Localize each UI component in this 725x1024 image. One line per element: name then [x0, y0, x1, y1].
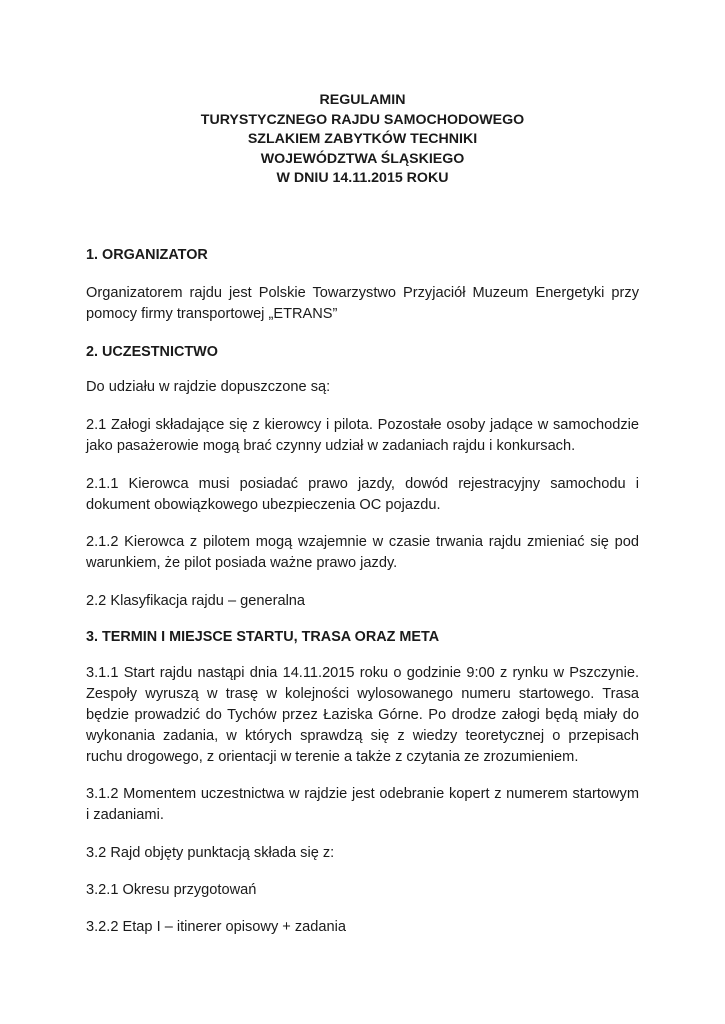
paragraph-intro: Do udziału w rajdzie dopuszczone są: — [86, 379, 331, 395]
paragraph-2-1-2: 2.1.2 Kierowca z pilotem mogą wzajemnie w czasie trwania rajdu zmieniać się pod warunkiem, że pilot posiada ważne prawo jazdy. — [86, 534, 639, 571]
paragraph-2-2: 2.2 Klasyfikacja rajdu – generalna — [86, 593, 306, 609]
title-line-1: REGULAMIN — [319, 92, 406, 108]
paragraph-2-1-1: 2.1.1 Kierowca musi posiadać prawo jazdy, dowód rejestracyjny samochodu i dokument obowiązkowego ubezpieczenia OC pojazdu. — [86, 476, 639, 513]
paragraph-organizator: Organizatorem rajdu jest Polskie Towarzystwo Przyjaciół Muzeum Energetyki przy pomocy firmy transportowej „ETRANS” — [86, 285, 639, 322]
title-line-3: SZLAKIEM ZABYTKÓW TECHNIKI — [247, 131, 478, 147]
paragraph-3-2-2: 3.2.2 Etap I – itinerer opisowy + zadania — [86, 919, 347, 935]
paragraph-2-1: 2.1 Załogi składające się z kierowcy i pilota. Pozostałe osoby jadące w samochodzie jako pasażerowie mogą brać czynny udział w zadaniach rajdu i konkursach. — [86, 417, 639, 454]
section-heading-organizator: 1. ORGANIZATOR — [86, 247, 208, 263]
paragraph-3-1-2: 3.1.2 Momentem uczestnictwa w rajdzie jest odebranie kopert z numerem startowym i zadaniami. — [86, 786, 639, 823]
document-body — [86, 0, 639, 1024]
paragraph-3-2: 3.2 Rajd objęty punktacją składa się z: — [86, 845, 335, 861]
section-heading-uczestnictwo: 2. UCZESTNICTWO — [86, 344, 218, 360]
title-line-2: TURYSTYCZNEGO RAJDU SAMOCHODOWEGO — [200, 111, 525, 128]
paragraph-3-1-1: 3.1.1 Start rajdu nastąpi dnia 14.11.2015 roku o godzinie 9:00 z rynku w Pszczynie. Zespoły wyruszą w trasę w kolejności wylosowanego numeru startowego. Trasa będzie prowadzić do Tychów przez Łaziska Górne. Po drodze załogi będą miały do wykonania zadania, w których sprawdzą się z wiedzy teoretycznej o przepisach ruchu drogowego, z orientacji w terenie a także z czytania ze zrozumieniem. — [86, 665, 639, 765]
title-line-4: WOJEWÓDZTWA ŚLĄSKIEGO — [260, 150, 465, 167]
paragraph-3-2-1: 3.2.1 Okresu przygotowań — [86, 882, 257, 898]
section-heading-termin: 3. TERMIN I MIEJSCE STARTU, TRASA ORAZ META — [86, 629, 440, 645]
title-line-5: W DNIU 14.11.2015 ROKU — [276, 170, 449, 186]
